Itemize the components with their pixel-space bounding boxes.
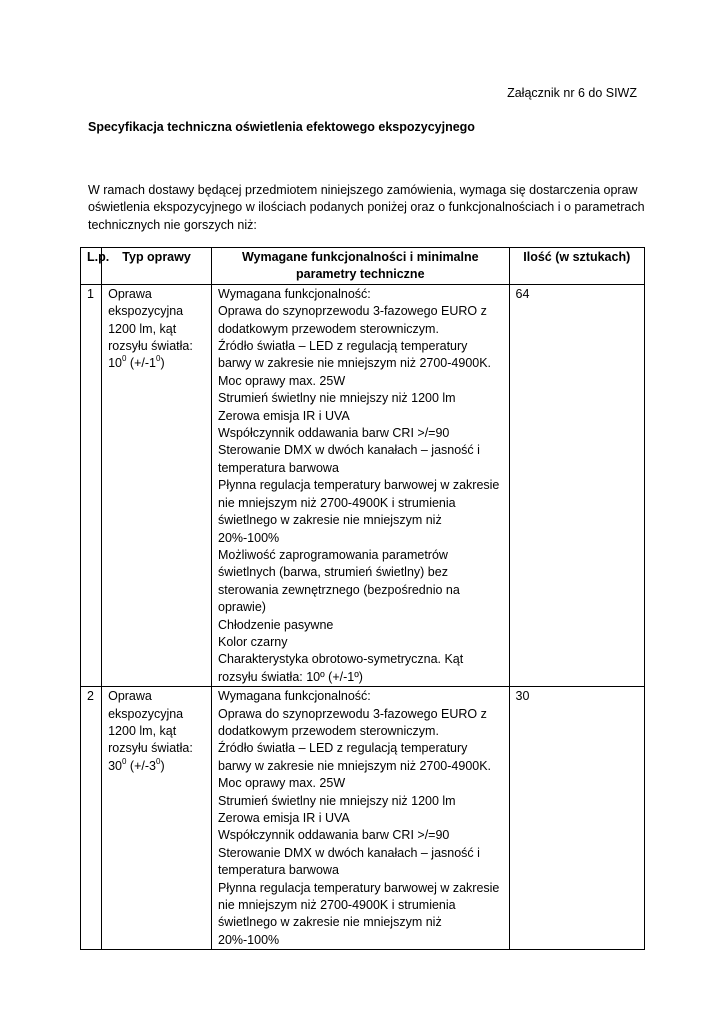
specification-table — [80, 247, 645, 950]
fixture-type-line: ekspozycyjna — [108, 706, 184, 721]
requirement-item: Moc oprawy max. 25W — [218, 776, 346, 791]
quantity: 30 — [509, 687, 644, 950]
requirement-item: Charakterystyka obrotowo-symetryczna. Kąt rozsyłu światła: 10º (+/-1º) — [218, 652, 464, 684]
fixture-type-line: 1200 lm, kąt — [108, 321, 177, 336]
document-title: Specyfikacja techniczna oświetlenia efektowego ekspozycyjnego — [88, 120, 475, 134]
requirement-item: Źródło światła – LED z regulacją temperatury barwy w zakresie nie mniejszym niż 2700-4900K. — [218, 339, 492, 371]
requirement-item: Wymagana funkcjonalność: — [218, 286, 371, 301]
row-number: 1 — [81, 284, 102, 686]
beam-angle-deg2: 0 — [155, 354, 161, 364]
beam-angle-deg1: 0 — [122, 354, 127, 364]
requirement-item: Wymagana funkcjonalność: — [218, 689, 371, 704]
requirement-item: Kolor czarny — [218, 634, 288, 649]
requirement-item: Strumień świetlny nie mniejszy niż 1200 lm — [218, 793, 456, 808]
requirement-item: Sterowanie DMX w dwóch kanałach – jasność i temperatura barwowa — [218, 845, 480, 878]
header-type: Typ oprawy — [102, 248, 212, 285]
requirement-item: Współczynnik oddawania barw CRI >/=90 — [218, 426, 450, 441]
beam-angle-close: ) — [160, 758, 165, 773]
beam-angle-deg2: 0 — [155, 756, 161, 766]
beam-angle — [108, 758, 205, 775]
quantity: 64 — [509, 284, 644, 686]
requirements — [212, 687, 510, 950]
table-row — [81, 284, 645, 686]
table-header-row — [81, 248, 645, 285]
requirement-item: Źródło światła – LED z regulacją temperatury barwy w zakresie nie mniejszym niż 2700-4900K. — [218, 741, 492, 773]
fixture-type-line: rozsyłu światła: — [108, 339, 193, 354]
requirement-item: Moc oprawy max. 25W — [218, 373, 346, 388]
attachment-label: Załącznik nr 6 do SIWZ — [507, 86, 637, 100]
fixture-type-line: ekspozycyjna — [108, 304, 184, 319]
beam-angle-tol: (+/-3 — [126, 758, 156, 773]
requirement-item: Strumień świetlny nie mniejszy niż 1200 lm — [218, 391, 456, 406]
beam-angle-deg1: 0 — [122, 756, 127, 766]
requirement-item: Zerowa emisja IR i UVA — [218, 811, 350, 825]
beam-angle-tol: (+/-1 — [126, 356, 156, 371]
header-qty: Ilość (w sztukach) — [509, 248, 644, 285]
requirement-item: Chłodzenie pasywne — [218, 617, 334, 632]
fixture-type — [102, 284, 212, 686]
beam-angle-value: 10 — [108, 356, 122, 371]
requirement-item: Płynna regulacja temperatury barwowej w zakresie nie mniejszym niż 2700-4900K i strumienia świetlnego w zakresie nie mniejszym niż 20%-100% — [218, 880, 500, 947]
header-lp: L.p. — [81, 248, 102, 285]
row-number: 2 — [81, 687, 102, 950]
fixture-type-line: 1200 lm, kąt — [108, 723, 177, 738]
requirements — [212, 284, 510, 686]
requirement-item: Możliwość zaprogramowania parametrów świetlnych (barwa, strumień świetlny) bez sterowania zewnętrznego (bezpośrednio na oprawie) — [218, 547, 460, 615]
requirement-item: Oprawa do szynoprzewodu 3-fazowego EURO z dodatkowym przewodem sterowniczym. — [218, 706, 487, 738]
requirement-item: Sterowanie DMX w dwóch kanałach – jasność i temperatura barwowa — [218, 443, 480, 475]
table-row — [81, 687, 645, 950]
beam-angle-close: ) — [160, 356, 165, 371]
requirement-item: Oprawa do szynoprzewodu 3-fazowego EURO z dodatkowym przewodem sterowniczym. — [218, 304, 487, 336]
fixture-type — [102, 687, 212, 950]
fixture-type-line: Oprawa — [108, 689, 152, 704]
fixture-type-line: Oprawa — [108, 286, 152, 301]
header-func: Wymagane funkcjonalności i minimalne parametry techniczne — [212, 248, 510, 285]
beam-angle-value: 30 — [108, 758, 122, 773]
requirement-item: Zerowa emisja IR i UVA — [218, 408, 350, 423]
fixture-type-line: rozsyłu światła: — [108, 741, 193, 756]
intro-paragraph: W ramach dostawy będącej przedmiotem niniejszego zamówienia, wymaga się dostarczenia opraw oświetlenia ekspozycyjnego w ilościach podanych poniżej oraz o funkcjonalnościach i o parametrach technicznych nie gorszych niż: — [88, 183, 645, 232]
beam-angle — [108, 355, 205, 372]
requirement-item: Płynna regulacja temperatury barwowej w zakresie nie mniejszym niż 2700-4900K i strumienia świetlnego w zakresie nie mniejszym niż 20%-100% — [218, 478, 500, 545]
requirement-item: Współczynnik oddawania barw CRI >/=90 — [218, 828, 450, 843]
